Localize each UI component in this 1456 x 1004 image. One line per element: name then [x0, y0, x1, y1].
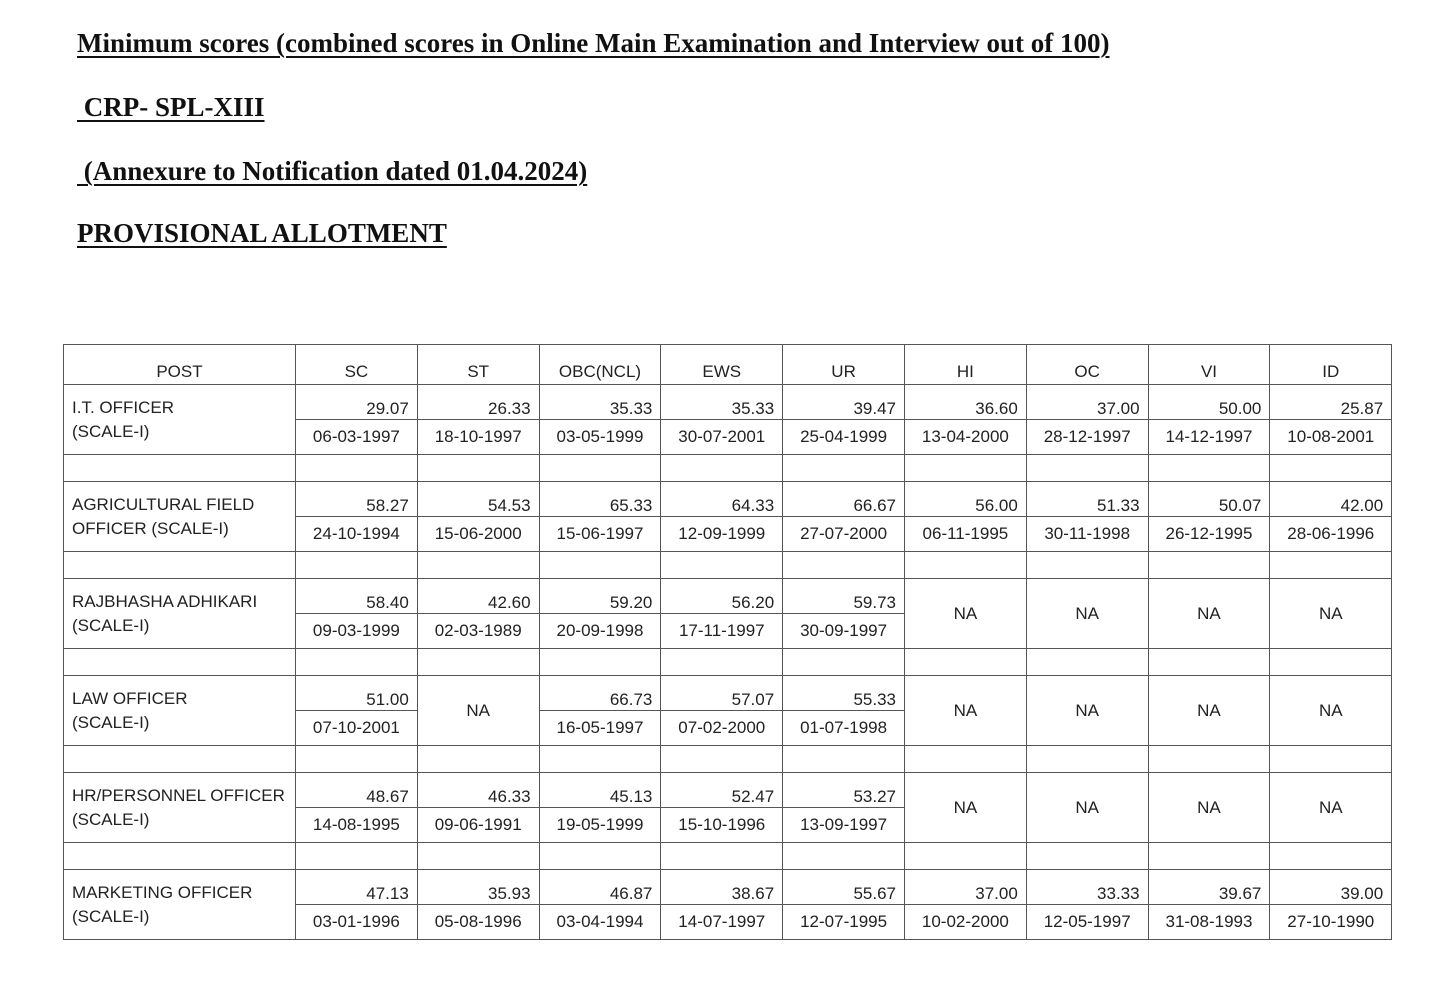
spacer-cell [1026, 649, 1148, 676]
date-cell: 25-04-1999 [783, 420, 905, 455]
score-cell: 46.33 [417, 773, 539, 808]
table-row [64, 773, 1392, 808]
date-cell: 02-03-1989 [417, 614, 539, 649]
spacer-row [64, 455, 1392, 482]
spacer-cell [64, 843, 296, 870]
spacer-cell [64, 552, 296, 579]
na-cell: NA [1148, 676, 1270, 746]
date-cell: 28-12-1997 [1026, 420, 1148, 455]
date-cell: 30-07-2001 [661, 420, 783, 455]
score-cell: 47.13 [296, 870, 418, 905]
date-cell: 15-06-2000 [417, 517, 539, 552]
date-cell: 28-06-1996 [1270, 517, 1392, 552]
spacer-row [64, 552, 1392, 579]
score-cell: 64.33 [661, 482, 783, 517]
spacer-cell [64, 455, 296, 482]
table-row [64, 579, 1392, 614]
date-cell: 05-08-1996 [417, 905, 539, 940]
score-cell: 36.60 [904, 385, 1026, 420]
score-cell: 58.27 [296, 482, 418, 517]
score-cell: 59.73 [783, 579, 905, 614]
date-cell: 10-02-2000 [904, 905, 1026, 940]
date-cell: 13-09-1997 [783, 808, 905, 843]
spacer-cell [1270, 455, 1392, 482]
post-name-line: HR/PERSONNEL OFFICER [72, 785, 285, 805]
score-cell: 35.33 [539, 385, 661, 420]
spacer-cell [904, 455, 1026, 482]
date-cell: 31-08-1993 [1148, 905, 1270, 940]
score-cell: 33.33 [1026, 870, 1148, 905]
column-header-ur: UR [783, 345, 905, 385]
date-cell: 15-10-1996 [661, 808, 783, 843]
score-cell: 37.00 [904, 870, 1026, 905]
date-cell: 01-07-1998 [783, 711, 905, 746]
post-name-line: (SCALE-I) [72, 421, 150, 441]
date-cell: 19-05-1999 [539, 808, 661, 843]
post-name-line: (SCALE-I) [72, 712, 150, 732]
spacer-cell [904, 552, 1026, 579]
column-header-vi: VI [1148, 345, 1270, 385]
post-name-line: MARKETING OFFICER [72, 882, 253, 902]
score-cell: 39.67 [1148, 870, 1270, 905]
score-cell: 58.40 [296, 579, 418, 614]
spacer-cell [296, 649, 418, 676]
date-cell: 13-04-2000 [904, 420, 1026, 455]
score-cell: 54.53 [417, 482, 539, 517]
post-name [64, 773, 296, 843]
spacer-cell [1148, 649, 1270, 676]
post-name [64, 870, 296, 940]
annexure-heading: (Annexure to Notification dated 01.04.2024) [77, 156, 588, 186]
score-cell: 48.67 [296, 773, 418, 808]
spacer-cell [1026, 843, 1148, 870]
spacer-cell [539, 552, 661, 579]
spacer-cell [1270, 843, 1392, 870]
date-cell: 14-12-1997 [1148, 420, 1270, 455]
score-cell: 37.00 [1026, 385, 1148, 420]
post-name [64, 385, 296, 455]
date-cell: 07-02-2000 [661, 711, 783, 746]
date-cell: 30-09-1997 [783, 614, 905, 649]
table-row [64, 676, 1392, 711]
spacer-cell [296, 746, 418, 773]
date-cell: 10-08-2001 [1270, 420, 1392, 455]
score-cell: 52.47 [661, 773, 783, 808]
spacer-cell [539, 649, 661, 676]
score-cell: 42.60 [417, 579, 539, 614]
spacer-cell [661, 649, 783, 676]
date-cell: 03-05-1999 [539, 420, 661, 455]
post-name-line: (SCALE-I) [72, 906, 150, 926]
post-name-line: AGRICULTURAL FIELD [72, 494, 255, 514]
date-cell: 09-03-1999 [296, 614, 418, 649]
spacer-cell [417, 649, 539, 676]
na-cell: NA [417, 676, 539, 746]
na-cell: NA [1026, 676, 1148, 746]
score-cell: 42.00 [1270, 482, 1392, 517]
score-cell: 50.00 [1148, 385, 1270, 420]
date-cell: 30-11-1998 [1026, 517, 1148, 552]
na-cell: NA [904, 773, 1026, 843]
spacer-cell [1270, 552, 1392, 579]
score-cell: 39.47 [783, 385, 905, 420]
spacer-cell [1270, 746, 1392, 773]
date-cell: 06-03-1997 [296, 420, 418, 455]
spacer-cell [1026, 552, 1148, 579]
score-cell: 29.07 [296, 385, 418, 420]
score-cell: 55.67 [783, 870, 905, 905]
spacer-cell [296, 552, 418, 579]
column-header-sc: SC [296, 345, 418, 385]
spacer-cell [417, 455, 539, 482]
score-cell: 35.93 [417, 870, 539, 905]
date-cell: 14-07-1997 [661, 905, 783, 940]
spacer-cell [1148, 455, 1270, 482]
allotment-heading: PROVISIONAL ALLOTMENT [77, 218, 447, 248]
na-cell: NA [1026, 773, 1148, 843]
na-cell: NA [1270, 676, 1392, 746]
spacer-cell [64, 746, 296, 773]
date-cell: 12-07-1995 [783, 905, 905, 940]
spacer-cell [296, 455, 418, 482]
post-name-line: (SCALE-I) [72, 615, 150, 635]
score-cell: 35.33 [661, 385, 783, 420]
date-cell: 27-07-2000 [783, 517, 905, 552]
table-header-row [64, 345, 1392, 385]
table-row [64, 870, 1392, 905]
post-name-line: LAW OFFICER [72, 688, 188, 708]
score-cell: 38.67 [661, 870, 783, 905]
column-header-ews: EWS [661, 345, 783, 385]
spacer-cell [783, 552, 905, 579]
spacer-cell [1148, 552, 1270, 579]
spacer-cell [1148, 843, 1270, 870]
table-row [64, 385, 1392, 420]
score-cell: 50.07 [1148, 482, 1270, 517]
spacer-cell [783, 843, 905, 870]
score-cell: 51.33 [1026, 482, 1148, 517]
spacer-cell [783, 746, 905, 773]
na-cell: NA [1270, 579, 1392, 649]
date-cell: 06-11-1995 [904, 517, 1026, 552]
spacer-cell [296, 843, 418, 870]
score-cell: 39.00 [1270, 870, 1392, 905]
column-header-obc-ncl: OBC(NCL) [539, 345, 661, 385]
post-name-line: I.T. OFFICER [72, 397, 174, 417]
column-header-hi: HI [904, 345, 1026, 385]
table-row [64, 482, 1392, 517]
score-cell: 51.00 [296, 676, 418, 711]
date-cell: 12-09-1999 [661, 517, 783, 552]
spacer-cell [904, 843, 1026, 870]
spacer-cell [539, 455, 661, 482]
spacer-cell [661, 552, 783, 579]
date-cell: 03-04-1994 [539, 905, 661, 940]
spacer-cell [661, 843, 783, 870]
spacer-cell [783, 649, 905, 676]
minimum-scores-table [63, 344, 1392, 940]
column-header-oc: OC [1026, 345, 1148, 385]
spacer-cell [417, 552, 539, 579]
post-name-line: RAJBHASHA ADHIKARI [72, 591, 258, 611]
column-header-id: ID [1270, 345, 1392, 385]
spacer-cell [904, 746, 1026, 773]
post-name [64, 482, 296, 552]
post-name-line: (SCALE-I) [72, 809, 150, 829]
date-cell: 26-12-1995 [1148, 517, 1270, 552]
score-cell: 65.33 [539, 482, 661, 517]
date-cell: 03-01-1996 [296, 905, 418, 940]
spacer-cell [1026, 455, 1148, 482]
na-cell: NA [904, 676, 1026, 746]
date-cell: 14-08-1995 [296, 808, 418, 843]
spacer-cell [1270, 649, 1392, 676]
date-cell: 17-11-1997 [661, 614, 783, 649]
score-cell: 46.87 [539, 870, 661, 905]
na-cell: NA [1026, 579, 1148, 649]
score-cell: 66.67 [783, 482, 905, 517]
spacer-cell [904, 649, 1026, 676]
post-name-line: OFFICER (SCALE-I) [72, 518, 229, 538]
date-cell: 15-06-1997 [539, 517, 661, 552]
score-cell: 66.73 [539, 676, 661, 711]
date-cell: 24-10-1994 [296, 517, 418, 552]
post-name [64, 676, 296, 746]
spacer-row [64, 746, 1392, 773]
date-cell: 18-10-1997 [417, 420, 539, 455]
spacer-cell [661, 455, 783, 482]
score-cell: 56.20 [661, 579, 783, 614]
date-cell: 27-10-1990 [1270, 905, 1392, 940]
na-cell: NA [904, 579, 1026, 649]
spacer-row [64, 649, 1392, 676]
date-cell: 20-09-1998 [539, 614, 661, 649]
score-cell: 59.20 [539, 579, 661, 614]
column-header-st: ST [417, 345, 539, 385]
document-title: Minimum scores (combined scores in Online Main Examination and Interview out of 100) [77, 28, 1110, 58]
score-cell: 57.07 [661, 676, 783, 711]
column-header-post: POST [64, 345, 296, 385]
score-cell: 53.27 [783, 773, 905, 808]
score-cell: 45.13 [539, 773, 661, 808]
score-cell: 55.33 [783, 676, 905, 711]
date-cell: 12-05-1997 [1026, 905, 1148, 940]
spacer-cell [1026, 746, 1148, 773]
date-cell: 16-05-1997 [539, 711, 661, 746]
spacer-cell [539, 843, 661, 870]
score-cell: 56.00 [904, 482, 1026, 517]
spacer-row [64, 843, 1392, 870]
spacer-cell [783, 455, 905, 482]
score-cell: 25.87 [1270, 385, 1392, 420]
date-cell: 07-10-2001 [296, 711, 418, 746]
crp-heading: CRP- SPL-XIII [77, 92, 265, 122]
spacer-cell [417, 746, 539, 773]
na-cell: NA [1148, 773, 1270, 843]
na-cell: NA [1148, 579, 1270, 649]
spacer-cell [1148, 746, 1270, 773]
spacer-cell [64, 649, 296, 676]
spacer-cell [661, 746, 783, 773]
spacer-cell [417, 843, 539, 870]
date-cell: 09-06-1991 [417, 808, 539, 843]
na-cell: NA [1270, 773, 1392, 843]
spacer-cell [539, 746, 661, 773]
post-name [64, 579, 296, 649]
score-cell: 26.33 [417, 385, 539, 420]
